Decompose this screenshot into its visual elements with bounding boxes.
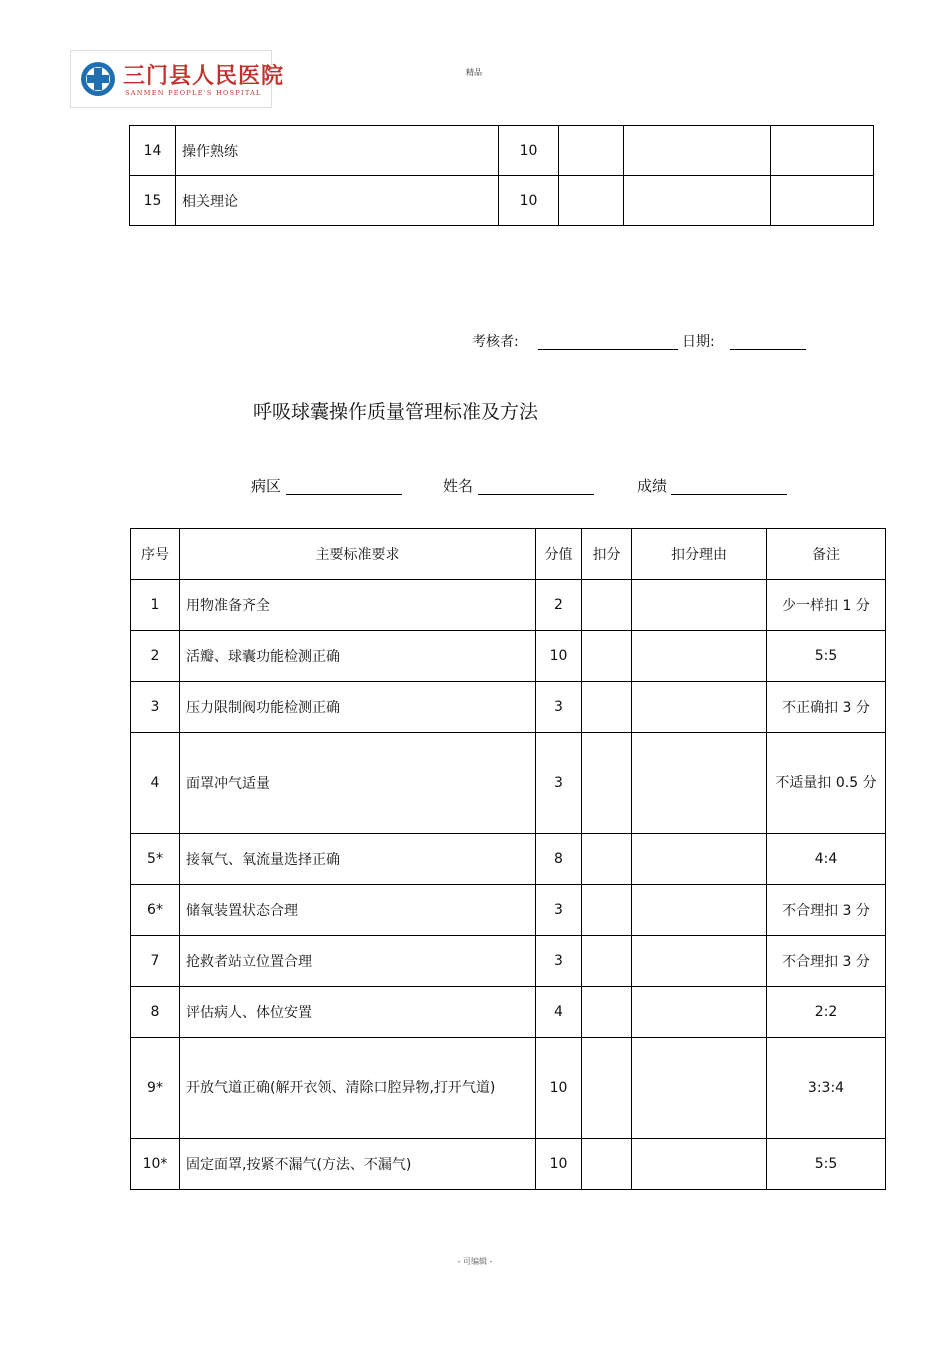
name-line[interactable] — [478, 476, 594, 495]
row-deduction-cell[interactable] — [582, 885, 632, 936]
hospital-name-cn: 三门县人民医院 — [123, 63, 285, 89]
row-number: 10* — [131, 1139, 180, 1190]
row-requirement: 操作熟练 — [176, 126, 499, 176]
row-deduction-cell[interactable] — [582, 733, 632, 834]
row-score: 3 — [536, 733, 582, 834]
row-deduction-cell[interactable] — [559, 176, 624, 226]
row-remark-cell[interactable] — [771, 126, 874, 176]
row-score: 3 — [536, 682, 582, 733]
row-number: 3 — [131, 682, 180, 733]
row-requirement: 活瓣、球囊功能检测正确 — [180, 631, 536, 682]
row-remark: 5:5 — [767, 1139, 886, 1190]
row-reason-cell[interactable] — [632, 682, 767, 733]
row-reason-cell[interactable] — [632, 1139, 767, 1190]
row-reason-cell[interactable] — [632, 733, 767, 834]
row-deduction-cell[interactable] — [582, 1139, 632, 1190]
row-score: 10 — [536, 1139, 582, 1190]
row-requirement: 储氧装置状态合理 — [180, 885, 536, 936]
standards-table — [130, 528, 886, 1190]
row-remark: 不适量扣 0.5 分 — [767, 733, 886, 834]
table-row — [131, 834, 886, 885]
row-remark: 3:3:4 — [767, 1038, 886, 1139]
name-label: 姓名 — [443, 477, 474, 495]
header-deduction: 扣分 — [582, 529, 632, 580]
table-row — [131, 987, 886, 1038]
row-deduction-cell[interactable] — [582, 987, 632, 1038]
row-number: 1 — [131, 580, 180, 631]
row-requirement: 抢救者站立位置合理 — [180, 936, 536, 987]
row-remark: 少一样扣 1 分 — [767, 580, 886, 631]
header-note: 精品 — [466, 68, 482, 77]
hospital-logo — [70, 50, 285, 108]
row-score: 3 — [536, 885, 582, 936]
ward-label: 病区 — [251, 477, 282, 495]
row-number: 2 — [131, 631, 180, 682]
hospital-name-en: SANMEN PEOPLE'S HOSPITAL — [125, 89, 262, 97]
row-requirement: 固定面罩,按紧不漏气(方法、不漏气) — [180, 1139, 536, 1190]
row-requirement: 开放气道正确(解开衣领、清除口腔异物,打开气道) — [180, 1038, 536, 1139]
row-reason-cell[interactable] — [624, 126, 771, 176]
row-remark: 不正确扣 3 分 — [767, 682, 886, 733]
row-number: 4 — [131, 733, 180, 834]
table-row — [131, 885, 886, 936]
row-deduction-cell[interactable] — [559, 126, 624, 176]
table-row — [131, 733, 886, 834]
row-deduction-cell[interactable] — [582, 936, 632, 987]
row-remark: 4:4 — [767, 834, 886, 885]
header-number: 序号 — [131, 529, 180, 580]
previous-table — [129, 125, 874, 226]
row-requirement: 面罩冲气适量 — [180, 733, 536, 834]
row-remark: 5:5 — [767, 631, 886, 682]
row-requirement: 接氧气、氧流量选择正确 — [180, 834, 536, 885]
table-row — [130, 126, 874, 176]
date-line[interactable] — [730, 331, 806, 350]
row-number: 9* — [131, 1038, 180, 1139]
row-reason-cell[interactable] — [624, 176, 771, 226]
header-reason: 扣分理由 — [632, 529, 767, 580]
table-row — [131, 631, 886, 682]
table-row — [131, 936, 886, 987]
row-requirement: 评估病人、体位安置 — [180, 987, 536, 1038]
row-score: 4 — [536, 987, 582, 1038]
row-reason-cell[interactable] — [632, 885, 767, 936]
header-requirement: 主要标准要求 — [180, 529, 536, 580]
date-label: 日期: — [682, 334, 715, 350]
row-reason-cell[interactable] — [632, 580, 767, 631]
row-remark: 不合理扣 3 分 — [767, 885, 886, 936]
row-requirement: 用物准备齐全 — [180, 580, 536, 631]
table-row — [130, 176, 874, 226]
grade-line[interactable] — [671, 476, 787, 495]
ward-line[interactable] — [286, 476, 402, 495]
table-row — [131, 1139, 886, 1190]
footer-note: - 可编辑 - — [457, 1257, 493, 1266]
header-score: 分值 — [536, 529, 582, 580]
table-row — [131, 682, 886, 733]
row-remark: 2:2 — [767, 987, 886, 1038]
row-reason-cell[interactable] — [632, 987, 767, 1038]
table-header-row — [131, 529, 886, 580]
row-score: 2 — [536, 580, 582, 631]
row-number: 5* — [131, 834, 180, 885]
row-number: 8 — [131, 987, 180, 1038]
row-number: 15 — [130, 176, 176, 226]
table-row — [131, 580, 886, 631]
row-deduction-cell[interactable] — [582, 1038, 632, 1139]
row-score: 10 — [499, 176, 559, 226]
row-remark: 不合理扣 3 分 — [767, 936, 886, 987]
row-reason-cell[interactable] — [632, 631, 767, 682]
row-deduction-cell[interactable] — [582, 682, 632, 733]
row-requirement: 相关理论 — [176, 176, 499, 226]
row-score: 8 — [536, 834, 582, 885]
row-score: 10 — [536, 1038, 582, 1139]
examiner-label: 考核者: — [472, 334, 519, 350]
header-remark: 备注 — [767, 529, 886, 580]
row-reason-cell[interactable] — [632, 1038, 767, 1139]
row-deduction-cell[interactable] — [582, 834, 632, 885]
grade-label: 成绩 — [637, 477, 668, 495]
row-reason-cell[interactable] — [632, 834, 767, 885]
document-title: 呼吸球囊操作质量管理标准及方法 — [253, 401, 539, 423]
row-reason-cell[interactable] — [632, 936, 767, 987]
row-deduction-cell[interactable] — [582, 580, 632, 631]
row-deduction-cell[interactable] — [582, 631, 632, 682]
row-score: 3 — [536, 936, 582, 987]
row-requirement: 压力限制阀功能检测正确 — [180, 682, 536, 733]
examiner-signature-line[interactable] — [538, 331, 678, 350]
hospital-cross-emblem-icon — [79, 58, 117, 100]
row-remark-cell[interactable] — [771, 176, 874, 226]
row-number: 6* — [131, 885, 180, 936]
row-score: 10 — [499, 126, 559, 176]
row-score: 10 — [536, 631, 582, 682]
row-number: 7 — [131, 936, 180, 987]
table-row — [131, 1038, 886, 1139]
row-number: 14 — [130, 126, 176, 176]
